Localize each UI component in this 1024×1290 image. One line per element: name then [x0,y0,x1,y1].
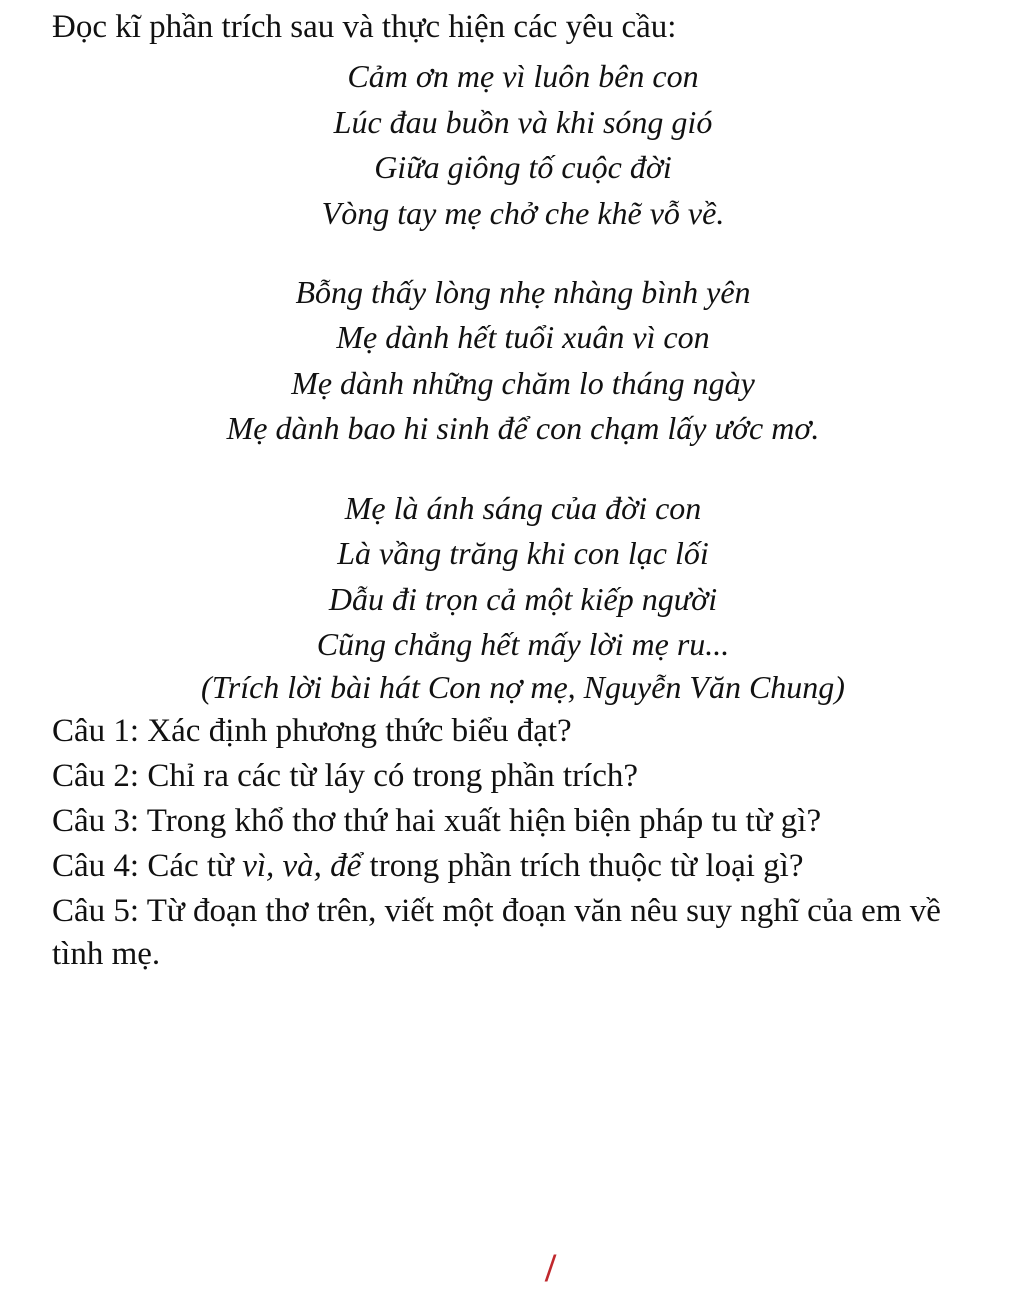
poem-attribution: (Trích lời bài hát Con nợ mẹ, Nguyễn Văn Chung) [201,669,845,706]
poem-line: Mẹ là ánh sáng của đời con [344,489,702,526]
question-item-5: Câu 5: Từ đoạn thơ trên, viết một đoạn văn nêu suy nghĩ của em về tình mẹ. [52,893,941,972]
poem-line: Lúc đau buồn và khi sóng gió [333,103,713,140]
poem-stanza-1 [52,54,994,236]
poem-stanza-3 [52,486,994,668]
question-list [52,710,994,975]
poem-line: Mẹ dành những chăm lo tháng ngày [291,364,755,401]
poem-line: Mẹ dành hết tuổi xuân vì con [336,319,710,356]
question-item-3: Câu 3: Trong khổ thơ thứ hai xuất hiện biện pháp tu từ gì? [52,803,822,840]
poem-line: Là vầng trăng khi con lạc lối [337,535,709,572]
question-item-2: Câu 2: Chỉ ra các từ láy có trong phần trích? [52,758,639,795]
poem-line: Bỗng thấy lòng nhẹ nhàng bình yên [295,273,751,310]
question-item-4: Câu 4: Các từ vì, và, để trong phần trích thuộc từ loại gì? [52,848,804,885]
poem-line: Cũng chẳng hết mấy lời mẹ ru... [316,626,730,663]
poem-line: Giữa giông tố cuộc đời [374,149,672,186]
poem-line: Cảm ơn mẹ vì luôn bên con [347,58,699,95]
red-pen-mark: / [545,1245,557,1290]
poem-stanza-2 [52,270,994,452]
poem-line: Dẫu đi trọn cả một kiếp người [328,580,718,617]
instruction-line: Đọc kĩ phần trích sau và thực hiện các yêu cầu: [52,9,677,45]
poem-line: Vòng tay mẹ chở che khẽ vỗ về. [321,194,725,231]
poem-body [52,54,994,667]
poem-line: Mẹ dành bao hi sinh để con chạm lấy ước mơ. [226,410,820,447]
question-item-1: Câu 1: Xác định phương thức biểu đạt? [52,713,572,750]
